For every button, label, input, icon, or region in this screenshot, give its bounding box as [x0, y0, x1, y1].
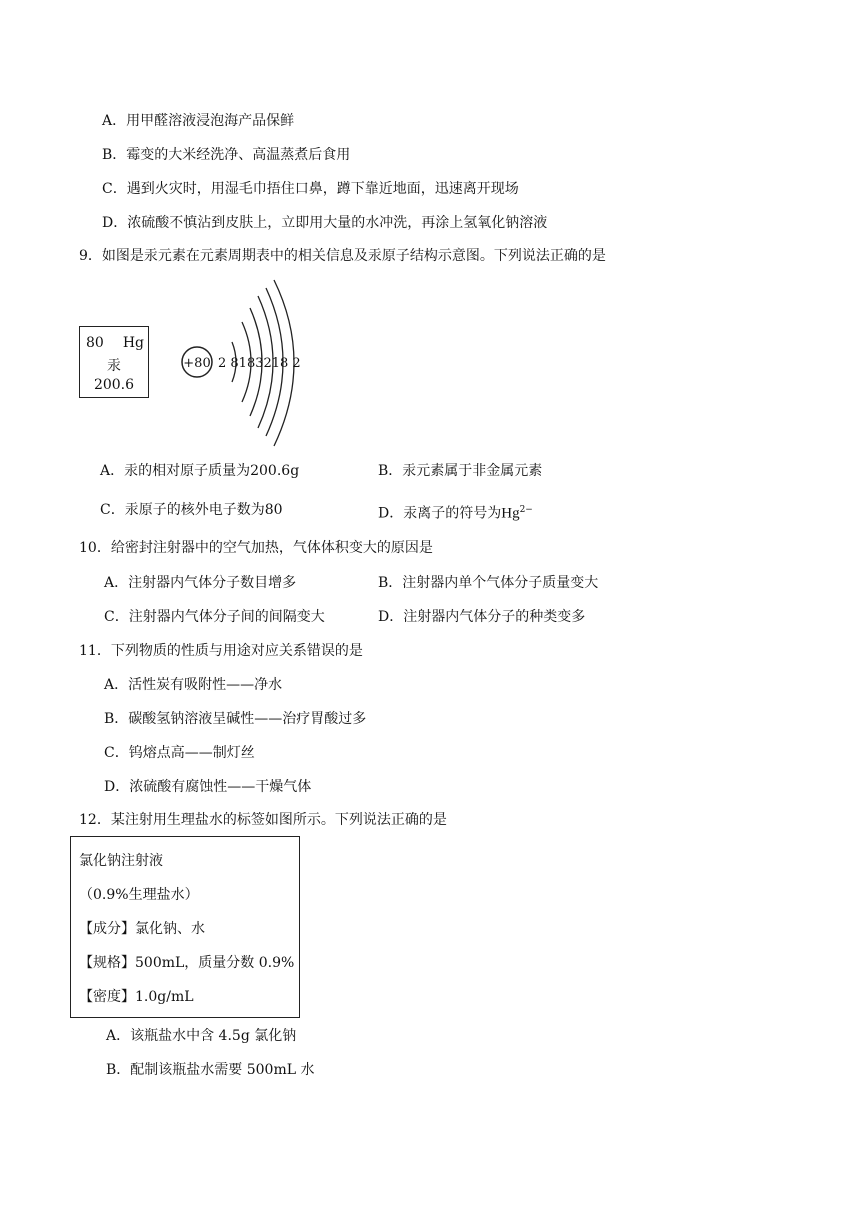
label-line-spec: 【规格】500mL，质量分数 0.9% — [79, 955, 295, 971]
q11-option-d: D．浓硫酸有腐蚀性——干燥气体 — [104, 779, 312, 795]
atomic-number: 80 — [86, 335, 104, 351]
q8-option-b: B．霉变的大米经洗净、高温蒸煮后食用 — [102, 147, 351, 163]
mercury-ion-symbol: Hg — [501, 505, 520, 522]
q10-option-c: C．注射器内气体分子间的间隔变大 — [104, 609, 325, 625]
atomic-mass: 200.6 — [93, 377, 135, 393]
label-line-density: 【密度】1.0g/mL — [79, 989, 194, 1005]
label-line-title: 氯化钠注射液 — [79, 853, 163, 869]
q11-option-b: B．碳酸氢钠溶液呈碱性——治疗胃酸过多 — [104, 711, 367, 727]
q8-option-d: D．浓硫酸不慎沾到皮肤上，立即用大量的水冲洗，再涂上氢氧化钠溶液 — [102, 215, 548, 231]
q9-stem: 9．如图是汞元素在元素周期表中的相关信息及汞原子结构示意图。下列说法正确的是 — [79, 248, 606, 264]
q11-option-a: A．活性炭有吸附性——净水 — [104, 677, 283, 693]
q11-option-c: C．钨熔点高——制灯丝 — [104, 745, 255, 761]
q9-option-c: C．汞原子的核外电子数为80 — [100, 502, 283, 518]
q11-stem: 11．下列物质的性质与用途对应关系错误的是 — [79, 643, 363, 659]
q12-option-b: B．配制该瓶盐水需要 500mL 水 — [106, 1062, 315, 1078]
element-name: 汞 — [107, 358, 121, 374]
q9-option-b: B．汞元素属于非金属元素 — [378, 463, 543, 479]
q10-option-d: D．注射器内气体分子的种类变多 — [378, 609, 586, 625]
nucleus-charge: +80 — [183, 356, 211, 371]
q9-option-d — [378, 500, 533, 524]
q10-option-a: A．注射器内气体分子数目增多 — [104, 575, 297, 591]
q9-option-d-text: D．汞离子的符号为 — [378, 505, 502, 522]
periodic-table-cell — [79, 326, 149, 398]
q10-stem: 10．给密封注射器中的空气加热，气体体积变大的原因是 — [79, 540, 433, 556]
q8-option-c: C．遇到火灾时，用湿毛巾捂住口鼻，蹲下靠近地面，迅速离开现场 — [102, 181, 519, 197]
element-symbol: Hg — [122, 335, 144, 351]
mercury-ion-charge: 2− — [519, 505, 533, 515]
saline-label-box — [70, 836, 300, 1018]
electron-counts: 2 8183218 2 — [218, 356, 301, 371]
label-line-ingredients: 【成分】氯化钠、水 — [79, 921, 205, 937]
q8-option-a: A．用甲醛溶液浸泡海产品保鲜 — [102, 113, 295, 129]
atomic-structure-diagram — [170, 270, 320, 460]
q9-option-a: A．汞的相对原子质量为200.6g — [100, 463, 300, 479]
label-line-subtitle: （0.9%生理盐水） — [79, 887, 199, 903]
q12-stem: 12．某注射用生理盐水的标签如图所示。下列说法正确的是 — [79, 812, 447, 828]
q10-option-b: B．注射器内单个气体分子质量变大 — [378, 575, 599, 591]
q12-option-a: A．该瓶盐水中含 4.5g 氯化钠 — [106, 1028, 297, 1044]
